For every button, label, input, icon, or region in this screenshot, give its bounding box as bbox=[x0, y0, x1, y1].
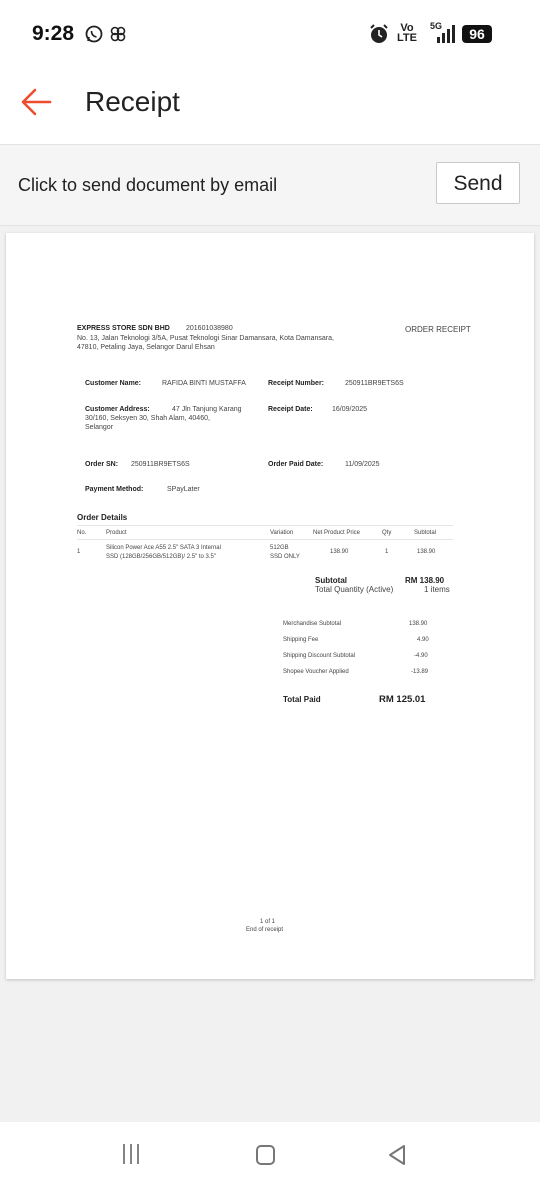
col-variation: Variation bbox=[270, 530, 294, 536]
item-subtotal: 138.90 bbox=[417, 549, 436, 555]
total-paid-value: RM 125.01 bbox=[379, 694, 426, 705]
order-sn-label: Order SN: bbox=[85, 461, 119, 468]
breakdown-label: Shopee Voucher Applied bbox=[283, 669, 349, 675]
recent-apps-icon[interactable] bbox=[120, 1142, 142, 1166]
total-quantity-label: Total Quantity (Active) bbox=[315, 585, 394, 594]
col-no: No. bbox=[77, 530, 87, 536]
home-icon[interactable] bbox=[255, 1144, 277, 1166]
page-title: Receipt bbox=[85, 86, 180, 117]
alarm-icon bbox=[368, 23, 390, 45]
order-paid-date-label: Order Paid Date: bbox=[268, 461, 324, 468]
store-registration: 201601038980 bbox=[186, 325, 233, 332]
status-time: 9:28 bbox=[32, 22, 75, 45]
receipt-date-label: Receipt Date: bbox=[268, 406, 313, 413]
receipt-number: 250911BR9ETS6S bbox=[345, 380, 404, 387]
customer-address-line2: 30/160, Seksyen 30, Shah Alam, 40460, bbox=[85, 415, 210, 422]
subtotal-value: RM 138.90 bbox=[405, 576, 445, 585]
receipt-date: 16/09/2025 bbox=[332, 406, 368, 413]
payment-method-label: Payment Method: bbox=[85, 486, 144, 493]
order-sn: 250911BR9ETS6S bbox=[131, 461, 190, 468]
item-product-line2: SSD (128GB/256GB/512GB)/ 2.5" to 3.5" bbox=[106, 554, 216, 560]
breakdown-value: -4.90 bbox=[414, 653, 428, 659]
end-of-receipt: End of receipt bbox=[246, 927, 284, 933]
volte-label: Vo bbox=[400, 22, 414, 34]
payment-method: SPayLater bbox=[167, 486, 200, 493]
col-qty: Qty bbox=[382, 530, 392, 536]
store-name: EXPRESS STORE SDN BHD bbox=[77, 325, 170, 332]
breakdown-label: Merchandise Subtotal bbox=[283, 621, 342, 627]
app-header bbox=[0, 68, 540, 145]
email-prompt: Click to send document by email bbox=[18, 175, 278, 195]
breakdown-label: Shipping Fee bbox=[283, 637, 319, 643]
status-bar bbox=[0, 0, 540, 68]
breakdown-value: 4.90 bbox=[417, 637, 429, 643]
item-product-line1: Silicon Power Ace A55 2.5" SATA 3 Internal bbox=[106, 545, 221, 551]
customer-address-line1: 47 Jln Tanjung Karang bbox=[172, 406, 242, 413]
table-divider bbox=[77, 539, 453, 540]
customer-address-line3: Selangor bbox=[85, 424, 114, 431]
item-variation-line2: SSD ONLY bbox=[270, 554, 300, 560]
customer-address-label: Customer Address: bbox=[85, 406, 150, 413]
document-type: ORDER RECEIPT bbox=[405, 325, 471, 334]
volte-indicator bbox=[397, 23, 417, 43]
customer-name: RAFIDA BINTI MUSTAFFA bbox=[162, 380, 246, 387]
receipt-document bbox=[6, 233, 534, 979]
col-product: Product bbox=[106, 530, 127, 536]
back-nav-icon[interactable] bbox=[386, 1143, 408, 1167]
page-info: 1 of 1 bbox=[260, 919, 276, 925]
navigation-bar bbox=[0, 1122, 540, 1189]
breakdown-value: -13.89 bbox=[411, 669, 429, 675]
signal-icon bbox=[436, 25, 458, 43]
send-button[interactable]: Send bbox=[436, 162, 520, 204]
total-paid-label: Total Paid bbox=[283, 695, 321, 704]
5g-label: 5G bbox=[430, 21, 443, 31]
breakdown-value: 138.90 bbox=[409, 621, 428, 627]
email-bar bbox=[0, 145, 540, 226]
table-divider bbox=[77, 525, 453, 526]
col-net-price: Net Product Price bbox=[313, 530, 361, 536]
back-arrow-icon[interactable] bbox=[18, 82, 58, 122]
app-notification-icon bbox=[108, 24, 128, 44]
item-no: 1 bbox=[77, 549, 81, 555]
item-qty: 1 bbox=[385, 549, 389, 555]
breakdown-label: Shipping Discount Subtotal bbox=[283, 653, 356, 659]
whatsapp-icon bbox=[84, 24, 104, 44]
store-address-line1: No. 13, Jalan Teknologi 3/5A, Pusat Teknologi Sinar Damansara, Kota Damansara, bbox=[77, 335, 334, 342]
receipt-number-label: Receipt Number: bbox=[268, 380, 325, 387]
col-subtotal: Subtotal bbox=[414, 530, 437, 536]
order-paid-date: 11/09/2025 bbox=[345, 461, 380, 468]
store-address-line2: 47810, Petaling Jaya, Selangor Darul Ehsan bbox=[77, 344, 215, 351]
subtotal-label: Subtotal bbox=[315, 576, 347, 585]
battery-indicator: 96 bbox=[462, 25, 492, 43]
lte-label: LTE bbox=[397, 32, 417, 44]
item-variation-line1: 512GB bbox=[270, 545, 289, 551]
total-quantity-value: 1 items bbox=[424, 585, 450, 594]
order-details-heading: Order Details bbox=[77, 513, 128, 522]
item-net-price: 138.90 bbox=[330, 549, 349, 555]
customer-name-label: Customer Name: bbox=[85, 380, 142, 387]
